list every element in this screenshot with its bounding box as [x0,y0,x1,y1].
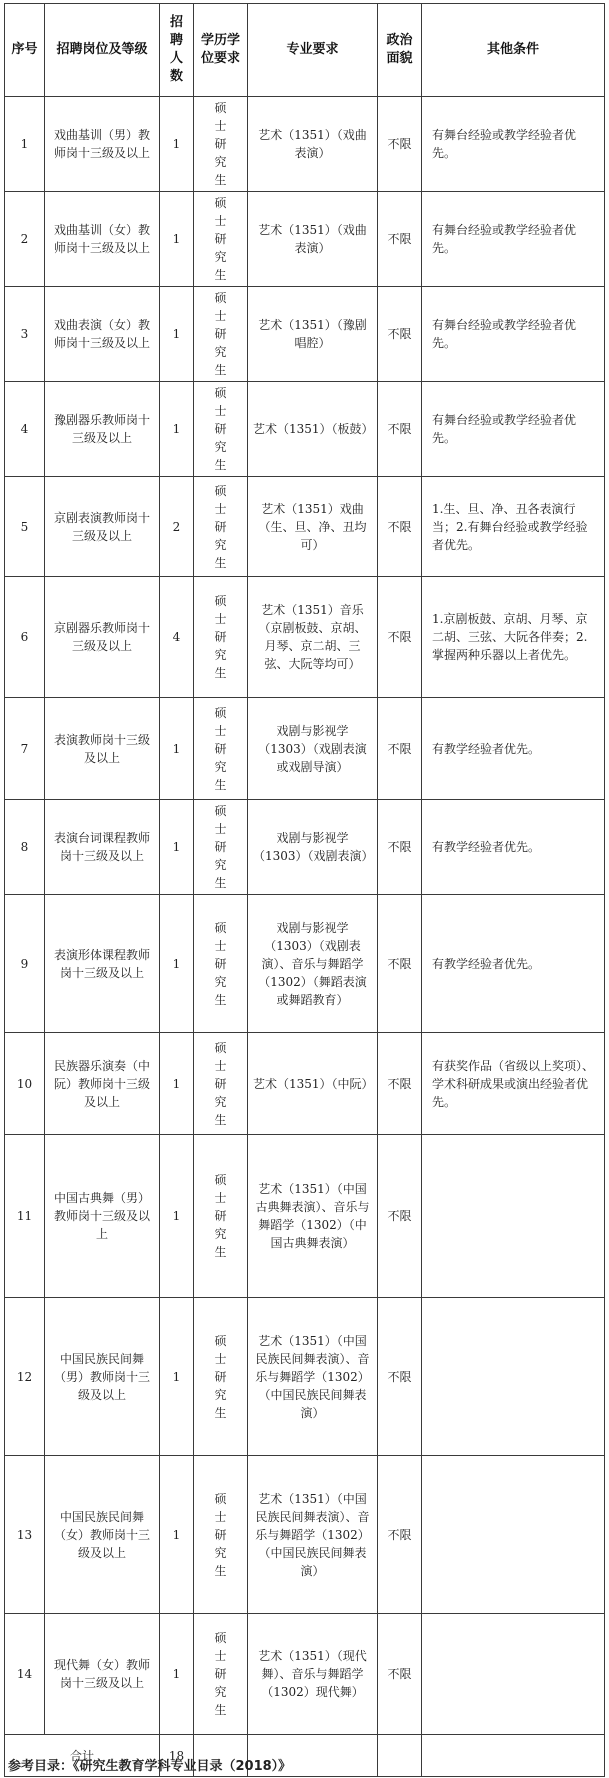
table-row [5,1456,605,1614]
cell-position: 中国民族民间舞（男）教师岗十三级及以上 [45,1298,160,1456]
cell-degree: 硕士研究生 [194,97,248,192]
cell-degree: 硕士研究生 [194,1456,248,1614]
cell-seq: 7 [5,698,45,800]
cell-major: 艺术（1351）（戏曲表演） [248,192,378,287]
cell-seq: 13 [5,1456,45,1614]
header-politics: 政治面貌 [378,4,422,97]
cell-count: 2 [160,477,194,577]
table-row [5,192,605,287]
cell-other: 有教学经验者优先。 [422,698,605,800]
header-count: 招聘人数 [160,4,194,97]
cell-politics: 不限 [378,1614,422,1735]
table-row [5,698,605,800]
table-row [5,287,605,382]
cell-politics: 不限 [378,698,422,800]
cell-position: 表演形体课程教师岗十三级及以上 [45,895,160,1033]
cell-other: 有舞台经验或教学经验者优先。 [422,97,605,192]
cell-major: 艺术（1351）（现代舞）、音乐与舞蹈学（1302）现代舞） [248,1614,378,1735]
header-seq: 序号 [5,4,45,97]
recruitment-table-wrapper [4,3,604,1777]
cell-politics: 不限 [378,800,422,895]
cell-count: 1 [160,287,194,382]
cell-politics: 不限 [378,382,422,477]
cell-other: 1.京剧板鼓、京胡、月琴、京二胡、三弦、大阮各伴奏；2.掌握两种乐器以上者优先。 [422,577,605,698]
cell-count: 1 [160,895,194,1033]
cell-seq: 9 [5,895,45,1033]
header-major: 专业要求 [248,4,378,97]
cell-degree: 硕士研究生 [194,800,248,895]
cell-degree: 硕士研究生 [194,287,248,382]
cell-seq: 2 [5,192,45,287]
table-row [5,1033,605,1135]
cell-position: 民族器乐演奏（中阮）教师岗十三级及以上 [45,1033,160,1135]
cell-seq: 8 [5,800,45,895]
table-row [5,97,605,192]
cell-other [422,1614,605,1735]
cell-politics: 不限 [378,895,422,1033]
header-row [5,4,605,97]
cell-degree: 硕士研究生 [194,895,248,1033]
cell-politics: 不限 [378,1135,422,1298]
total-count: 18 [160,1735,194,1777]
cell-degree: 硕士研究生 [194,698,248,800]
cell-degree: 硕士研究生 [194,1614,248,1735]
cell-other: 1.生、旦、净、丑各表演行当；2.有舞台经验或教学经验者优先。 [422,477,605,577]
cell-politics: 不限 [378,192,422,287]
cell-position: 戏曲基训（男）教师岗十三级及以上 [45,97,160,192]
cell-seq: 4 [5,382,45,477]
cell-count: 1 [160,1298,194,1456]
cell-other: 有获奖作品（省级以上奖项）、学术科研成果或演出经验者优先。 [422,1033,605,1135]
cell-position: 戏曲表演（女）教师岗十三级及以上 [45,287,160,382]
cell-politics: 不限 [378,1298,422,1456]
cell-other [422,1456,605,1614]
cell-politics: 不限 [378,577,422,698]
cell-seq: 3 [5,287,45,382]
cell-seq: 10 [5,1033,45,1135]
cell-degree: 硕士研究生 [194,382,248,477]
cell-major: 艺术（1351）（中阮） [248,1033,378,1135]
cell-position: 现代舞（女）教师岗十三级及以上 [45,1614,160,1735]
cell-count: 1 [160,97,194,192]
cell-position: 豫剧器乐教师岗十三级及以上 [45,382,160,477]
table-row [5,1298,605,1456]
cell-major: 艺术（1351）音乐（京剧板鼓、京胡、月琴、京二胡、三弦、大阮等均可） [248,577,378,698]
cell-major: 艺术（1351）（中国古典舞表演）、音乐与舞蹈学（1302）（中国古典舞表演） [248,1135,378,1298]
cell-seq: 1 [5,97,45,192]
cell-count: 4 [160,577,194,698]
cell-degree: 硕士研究生 [194,1298,248,1456]
cell-count: 1 [160,1456,194,1614]
cell-position: 京剧表演教师岗十三级及以上 [45,477,160,577]
cell-major: 艺术（1351）（中国民族民间舞表演）、音乐与舞蹈学（1302）（中国民族民间舞表演） [248,1298,378,1456]
cell-count: 1 [160,698,194,800]
cell-politics: 不限 [378,477,422,577]
cell-other [422,1298,605,1456]
cell-other [422,1135,605,1298]
cell-count: 1 [160,192,194,287]
cell-other: 有教学经验者优先。 [422,895,605,1033]
cell-count: 1 [160,382,194,477]
table-body [5,97,605,1735]
cell-politics: 不限 [378,1456,422,1614]
table-row [5,1135,605,1298]
cell-seq: 6 [5,577,45,698]
cell-position: 表演台词课程教师岗十三级及以上 [45,800,160,895]
cell-degree: 硕士研究生 [194,477,248,577]
cell-major: 艺术（1351）（板鼓） [248,382,378,477]
table-row [5,477,605,577]
header-position: 招聘岗位及等级 [45,4,160,97]
cell-degree: 硕士研究生 [194,1033,248,1135]
cell-major: 艺术（1351）（戏曲表演） [248,97,378,192]
table-row [5,800,605,895]
cell-seq: 5 [5,477,45,577]
total-label: 合计 [5,1735,160,1777]
cell-degree: 硕士研究生 [194,1135,248,1298]
table-row [5,577,605,698]
cell-other: 有舞台经验或教学经验者优先。 [422,287,605,382]
cell-politics: 不限 [378,1033,422,1135]
cell-other: 有舞台经验或教学经验者优先。 [422,382,605,477]
cell-major: 艺术（1351）戏曲（生、旦、净、丑均可） [248,477,378,577]
cell-position: 中国古典舞（男）教师岗十三级及以上 [45,1135,160,1298]
cell-count: 1 [160,1033,194,1135]
cell-count: 1 [160,1135,194,1298]
header-degree: 学历学位要求 [194,4,248,97]
reference-catalog-note: 参考目录：《研究生教育学科专业目录（2018）》 [8,1759,292,1774]
table-row [5,895,605,1033]
header-other: 其他条件 [422,4,605,97]
cell-major: 戏剧与影视学（1303）（戏剧表演或戏剧导演） [248,698,378,800]
cell-politics: 不限 [378,287,422,382]
cell-count: 1 [160,800,194,895]
cell-other: 有教学经验者优先。 [422,800,605,895]
cell-major: 艺术（1351）（中国民族民间舞表演）、音乐与舞蹈学（1302）（中国民族民间舞表演） [248,1456,378,1614]
cell-major: 艺术（1351）（豫剧唱腔） [248,287,378,382]
cell-seq: 12 [5,1298,45,1456]
cell-politics: 不限 [378,97,422,192]
cell-other: 有舞台经验或教学经验者优先。 [422,192,605,287]
total-empty-other [422,1735,605,1777]
cell-seq: 11 [5,1135,45,1298]
cell-position: 京剧器乐教师岗十三级及以上 [45,577,160,698]
table-row [5,382,605,477]
cell-position: 表演教师岗十三级及以上 [45,698,160,800]
cell-position: 戏曲基训（女）教师岗十三级及以上 [45,192,160,287]
cell-seq: 14 [5,1614,45,1735]
cell-major: 戏剧与影视学（1303）（戏剧表演） [248,800,378,895]
cell-position: 中国民族民间舞（女）教师岗十三级及以上 [45,1456,160,1614]
cell-degree: 硕士研究生 [194,577,248,698]
total-empty-politics [378,1735,422,1777]
table-row [5,1614,605,1735]
cell-count: 1 [160,1614,194,1735]
cell-degree: 硕士研究生 [194,192,248,287]
cell-major: 戏剧与影视学（1303）（戏剧表演）、音乐与舞蹈学（1302）（舞蹈表演或舞蹈教育） [248,895,378,1033]
recruitment-table [4,3,605,1777]
